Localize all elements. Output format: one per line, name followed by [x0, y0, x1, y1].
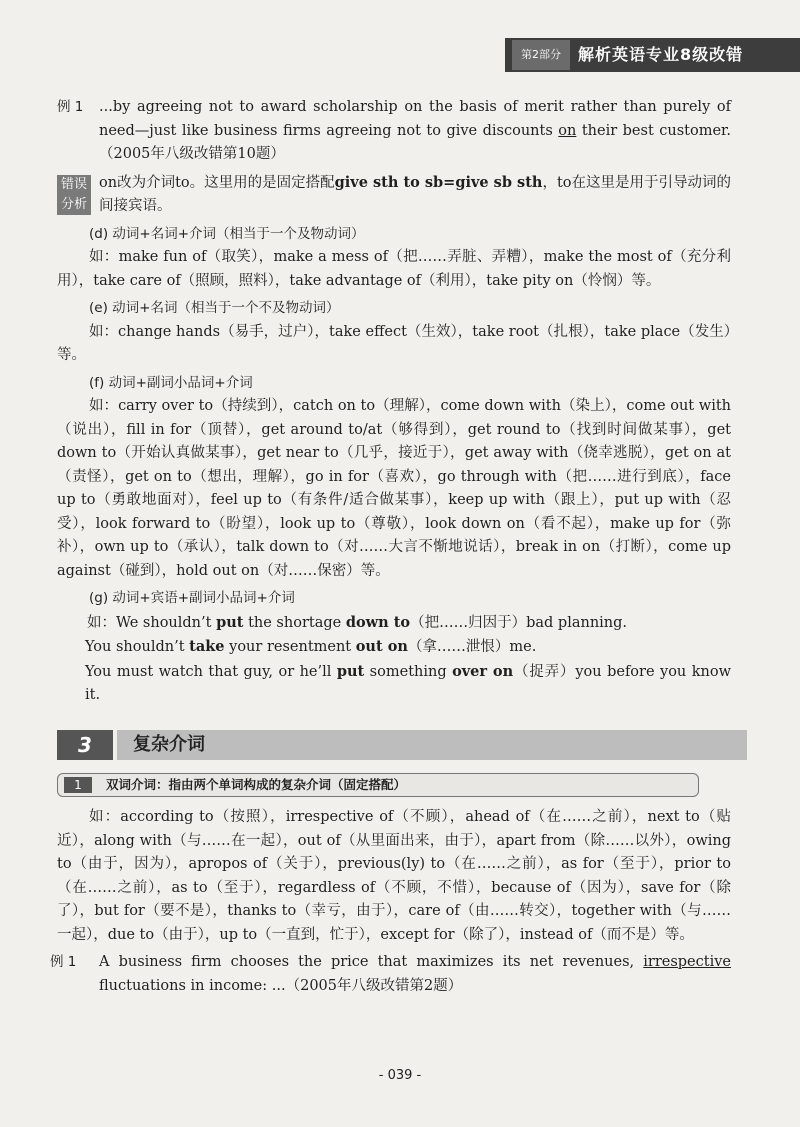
g-sentence-1: [57, 611, 731, 636]
example-2-text-b: fluctuations in income: ...（2005年八级改错第2题）: [99, 977, 463, 994]
s1-d: （把……归因于）bad planning.: [410, 614, 628, 631]
error-word: on: [558, 122, 577, 139]
label-line-2: 分析: [60, 196, 87, 212]
s1-a: 如：We shouldn’t: [87, 614, 217, 631]
analysis-formula: give sth to sb=give sb sth: [334, 173, 543, 191]
main-content: [57, 96, 731, 708]
s2-particle: out on: [355, 638, 408, 655]
s3-d: （捉弄）you before you know it.: [85, 663, 731, 703]
heading-f: (f) 动词+副词小品词+介词: [89, 374, 253, 391]
label-line-1: 错误: [60, 176, 87, 192]
s3-a: You must watch that guy, or he’ll: [85, 663, 337, 680]
subsection-1-heading: [57, 773, 699, 797]
page-number: - 039 -: [378, 1068, 422, 1083]
example-1: [57, 96, 731, 167]
analysis-text-b: ，to在这里是用于引导动词的间接宾语。: [99, 174, 732, 214]
example-2-label: 例 1: [50, 954, 77, 970]
running-title: 解析英语专业8级改错: [578, 45, 744, 64]
section-title: 复杂介词: [133, 734, 205, 755]
example-2-text: [99, 951, 731, 998]
s2-verb: take: [189, 638, 225, 655]
text-f: 如：carry over to（持续到），catch on to（理解），come down with（染上），come out with（说出），fill in for（顶替），get around to/at（够得到），get round to（找到时间做某事），get down to（开始认真做某事），get near to（几乎，接近于），get away with（侥幸逃脱），get on at（责怪），get on to（想出，理解），go in for（喜欢），go through with（把……进行到底），face up to（勇敢地面对），feel up to（有条件/适合做某事），keep up with（跟上），put up with（忍受），look forward to（盼望），look up to（尊敬），look down on（看不起），make up for（弥补），own up to（承认），talk down to（对……大言不惭地说话），break in on（打断），come up against（碰到），hold out on（对……保密）等。: [57, 398, 731, 579]
s2-a: You shouldn’t: [85, 639, 190, 655]
analysis-text: [99, 171, 731, 219]
analysis-text-a: on改为介词to。这里用的是固定搭配: [99, 174, 335, 191]
s2-c: your resentment: [224, 639, 356, 655]
error-analysis-label: [57, 175, 91, 215]
two-word-content: [50, 806, 731, 998]
section-bar: [117, 730, 747, 760]
error-analysis: [57, 171, 731, 219]
s1-c: the shortage: [243, 614, 346, 631]
part-tag: 第2部分: [512, 40, 570, 70]
heading-d: (d) 动词+名词+介词（相当于一个及物动词）: [89, 225, 365, 242]
subsection-number: 1: [64, 777, 92, 793]
example-label: 例 1: [57, 99, 84, 115]
s1-particle: down to: [345, 613, 411, 631]
text-e: 如：change hands（易手，过户），take effect（生效），take root（扎根），take place（发生）等。: [57, 323, 731, 363]
g-sentence-2: [57, 635, 731, 660]
subsection-title: 双词介词：指由两个单词构成的复杂介词（固定搭配）: [106, 777, 407, 792]
error-word-2: irrespective: [643, 954, 731, 970]
example-text-b: their best customer.（2005年八级改错第10题）: [99, 122, 731, 162]
example-text-a: ...by agreeing not to award scholarship on the basis of merit rather than purely of need—just like business firms agreeing not to give discounts: [99, 99, 731, 139]
heading-g: (g) 动词+宾语+副词小品词+介词: [89, 590, 295, 606]
s1-verb: put: [216, 613, 244, 631]
heading-e: (e) 动词+名词（相当于一个不及物动词）: [89, 300, 340, 316]
s3-verb: put: [336, 662, 365, 680]
s2-d: （拿……泄恨）me.: [407, 639, 537, 655]
two-word-text: 如：according to（按照），irrespective of（不顾），ahead of（在……之前），next to（贴近），along with（与……在一起），out of（从里面出来，由于），apart from（除……以外），owing to（由于，因为），apropos of（关于），previous(ly) to（在……之前），as for（至于），prior to（在……之前），as to（至于），regardless of（不顾，不惜），because of（因为），save for（除了），but for（要不是），thanks to（幸亏，由于），care of（由……转交），together with（与……一起），due to（由于），up to（一直到，忙于），except for（除了），instead of（而不是）等。: [57, 809, 731, 943]
section-3-heading: [57, 730, 747, 760]
g-sentence-3: [57, 660, 731, 708]
section-number: 3: [57, 730, 113, 760]
s3-particle: over on: [452, 662, 514, 680]
text-d: 如：make fun of（取笑），make a mess of（把……弄脏、弄糟），make the most of（充分利用），take care of（照顾，照料），take advantage of（利用），take pity on（怜悯）等。: [57, 249, 731, 289]
example-2: [50, 951, 731, 998]
example-text: [99, 96, 731, 167]
example-2-text-a: A business firm chooses the price that maximizes its net revenues,: [99, 954, 644, 970]
s3-c: something: [364, 663, 453, 680]
